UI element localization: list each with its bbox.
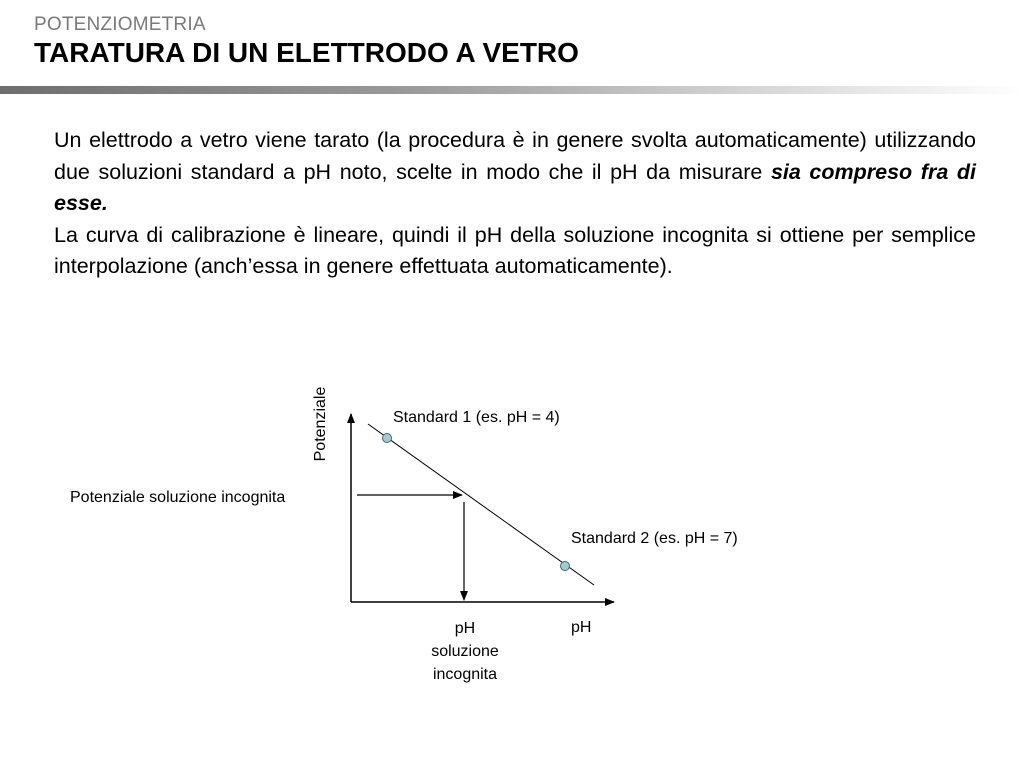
paragraph-2: La curva di calibrazione è lineare, quindi il pH della soluzione incognita si ottiene per semplice interpolazione (anch’essa in genere effettuata automaticamente).	[54, 222, 976, 278]
paragraph-1-text: Un elettrodo a vetro viene tarato (la procedura è in genere svolta automaticamente) utilizzando due soluzioni standard a pH noto, scelte in modo che il pH da misurare	[54, 128, 976, 184]
standard-1-point	[383, 434, 392, 443]
unknown-potential-label: Potenziale soluzione incognita	[70, 489, 286, 506]
standard-2-label: Standard 2 (es. pH = 7)	[571, 530, 738, 547]
paragraph-1-emphasis: sia compreso fra di esse.	[54, 159, 977, 215]
unknown-ph-label	[414, 617, 516, 686]
unknown-ph-label-line-2: soluzione	[431, 643, 499, 660]
y-axis-label: Potenziale	[312, 386, 329, 462]
section-label: POTENZIOMETRIA	[34, 14, 206, 35]
standard-1-label: Standard 1 (es. pH = 4)	[393, 409, 560, 426]
unknown-ph-label-line-3: incognita	[432, 666, 498, 683]
slide-title: TARATURA DI UN ELETTRODO A VETRO	[34, 37, 579, 68]
x-axis-label: pH	[571, 619, 592, 636]
unknown-ph-label-line-1: pH	[454, 620, 476, 637]
standard-2-point	[561, 562, 570, 571]
calibration-line	[368, 424, 594, 585]
